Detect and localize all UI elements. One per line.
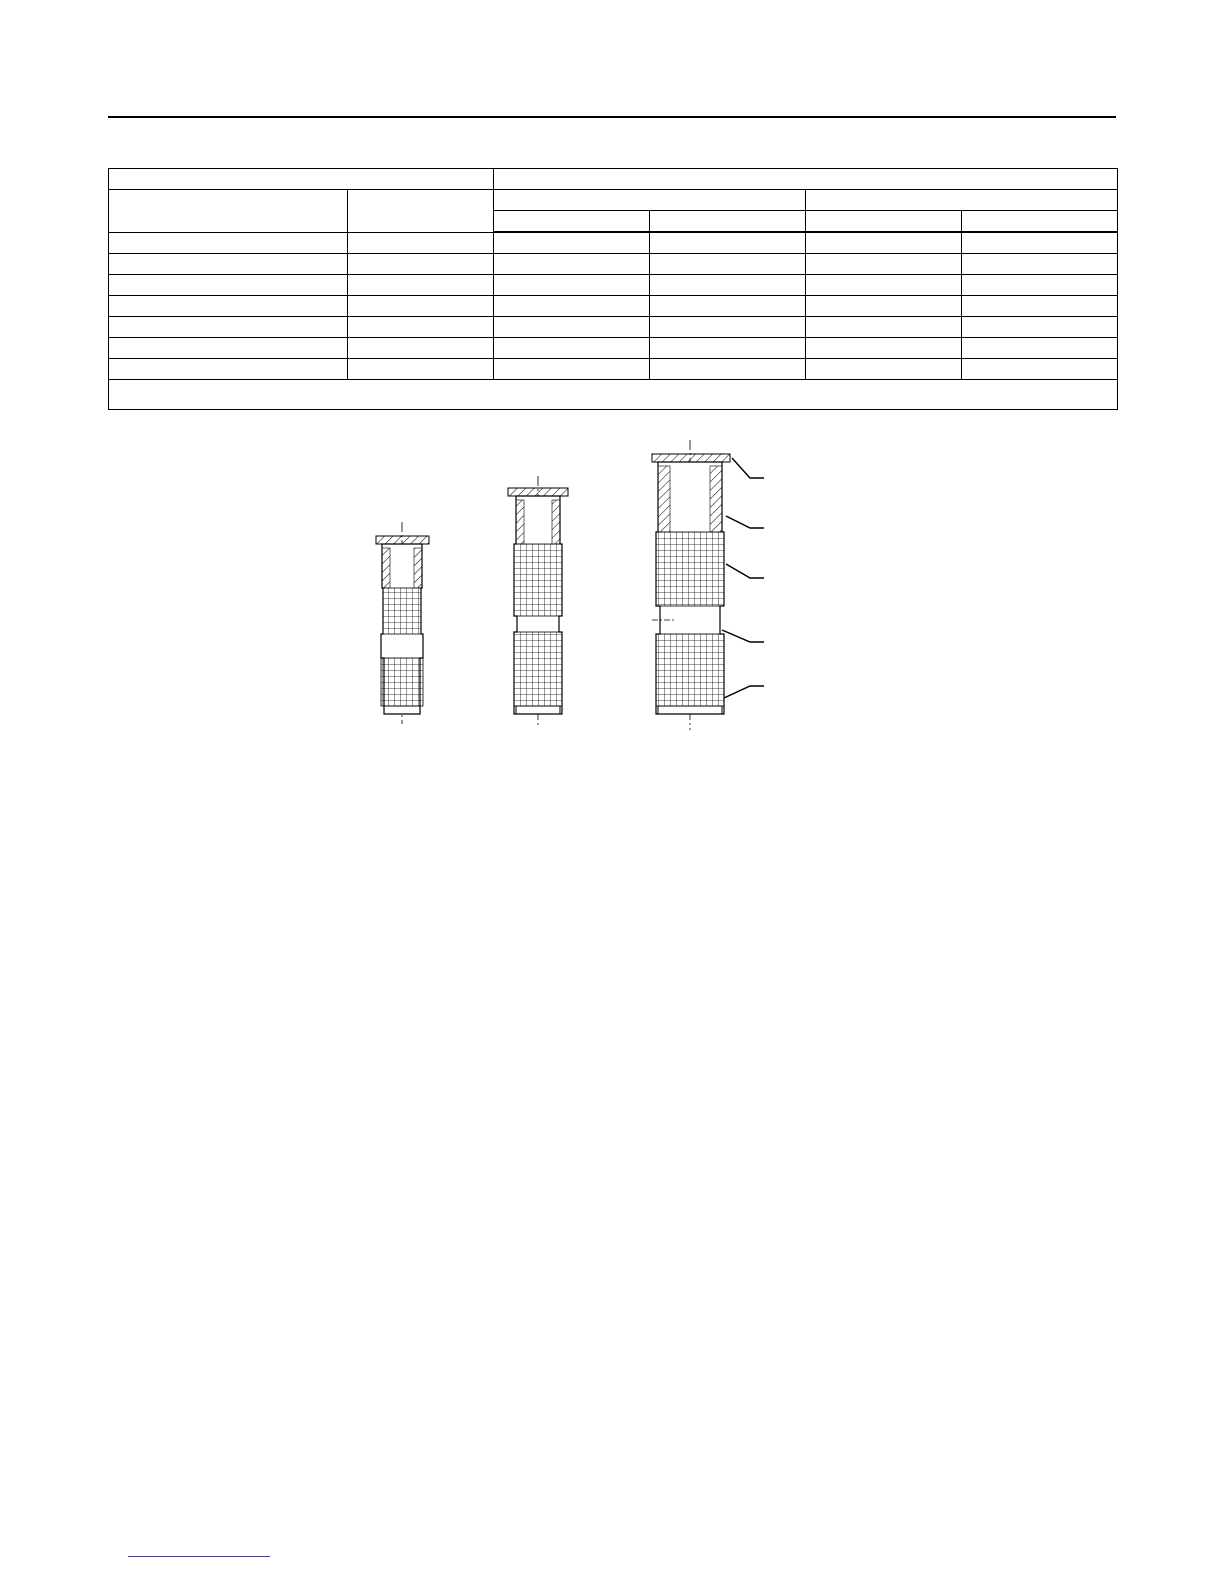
table-header-cell — [494, 190, 805, 211]
table-cell — [805, 232, 962, 254]
table-cell — [649, 359, 805, 380]
table-header-cell — [805, 190, 1117, 211]
table-cell — [347, 359, 494, 380]
table-cell — [649, 275, 805, 296]
table-cell — [962, 338, 1118, 359]
table-cell — [347, 338, 494, 359]
table-row — [109, 232, 1118, 254]
table-cell — [962, 275, 1118, 296]
table-cell — [649, 338, 805, 359]
table-row — [109, 338, 1118, 359]
table-row — [109, 254, 1118, 275]
table-header-cell — [962, 211, 1118, 233]
table-cell — [109, 232, 348, 254]
table-cell — [494, 232, 650, 254]
table-cell — [962, 232, 1118, 254]
table-cell — [649, 232, 805, 254]
table-row — [109, 359, 1118, 380]
table-header-cell — [109, 169, 494, 190]
table-cell — [805, 275, 962, 296]
table-cell — [109, 275, 348, 296]
table-cell — [109, 338, 348, 359]
table-cell — [805, 338, 962, 359]
table-header-cell — [649, 211, 805, 233]
table-cell — [962, 359, 1118, 380]
table-header-cell — [109, 190, 348, 233]
insert-large — [652, 440, 730, 730]
table-cell — [347, 275, 494, 296]
table-cell — [649, 296, 805, 317]
table-cell — [494, 275, 650, 296]
table-cell — [649, 317, 805, 338]
insert-medium — [508, 476, 568, 726]
table-header-cell — [347, 190, 494, 233]
table-row — [109, 296, 1118, 317]
table-cell — [962, 317, 1118, 338]
table-cell — [805, 296, 962, 317]
table-note-row — [109, 380, 1118, 410]
table-cell — [494, 296, 650, 317]
table-cell — [494, 338, 650, 359]
table-header-cell — [494, 169, 1118, 190]
table-cell — [805, 254, 962, 275]
table-row — [109, 317, 1118, 338]
table-row — [109, 275, 1118, 296]
table-cell — [494, 359, 650, 380]
table-cell — [347, 296, 494, 317]
table-header-row — [109, 169, 1118, 190]
table-cell — [109, 296, 348, 317]
table-cell — [347, 232, 494, 254]
table-cell — [494, 254, 650, 275]
table-cell — [109, 359, 348, 380]
callout-leaders — [722, 458, 764, 698]
table-cell — [649, 254, 805, 275]
table-cell — [494, 317, 650, 338]
table-cell — [109, 254, 348, 275]
table-cell — [805, 317, 962, 338]
insert-cross-section-figure — [340, 436, 800, 732]
footer-link-underline[interactable] — [128, 1556, 270, 1557]
table-cell — [109, 317, 348, 338]
table-note — [109, 380, 1118, 410]
table-cell — [962, 296, 1118, 317]
spec-table — [108, 168, 1118, 410]
table-header-row — [109, 190, 1118, 211]
table-header-cell — [494, 211, 650, 233]
header-rule — [108, 116, 1116, 118]
table-cell — [347, 317, 494, 338]
table-cell — [962, 254, 1118, 275]
table-cell — [805, 359, 962, 380]
insert-small — [376, 522, 429, 724]
table-header-cell — [805, 211, 962, 233]
table-cell — [347, 254, 494, 275]
